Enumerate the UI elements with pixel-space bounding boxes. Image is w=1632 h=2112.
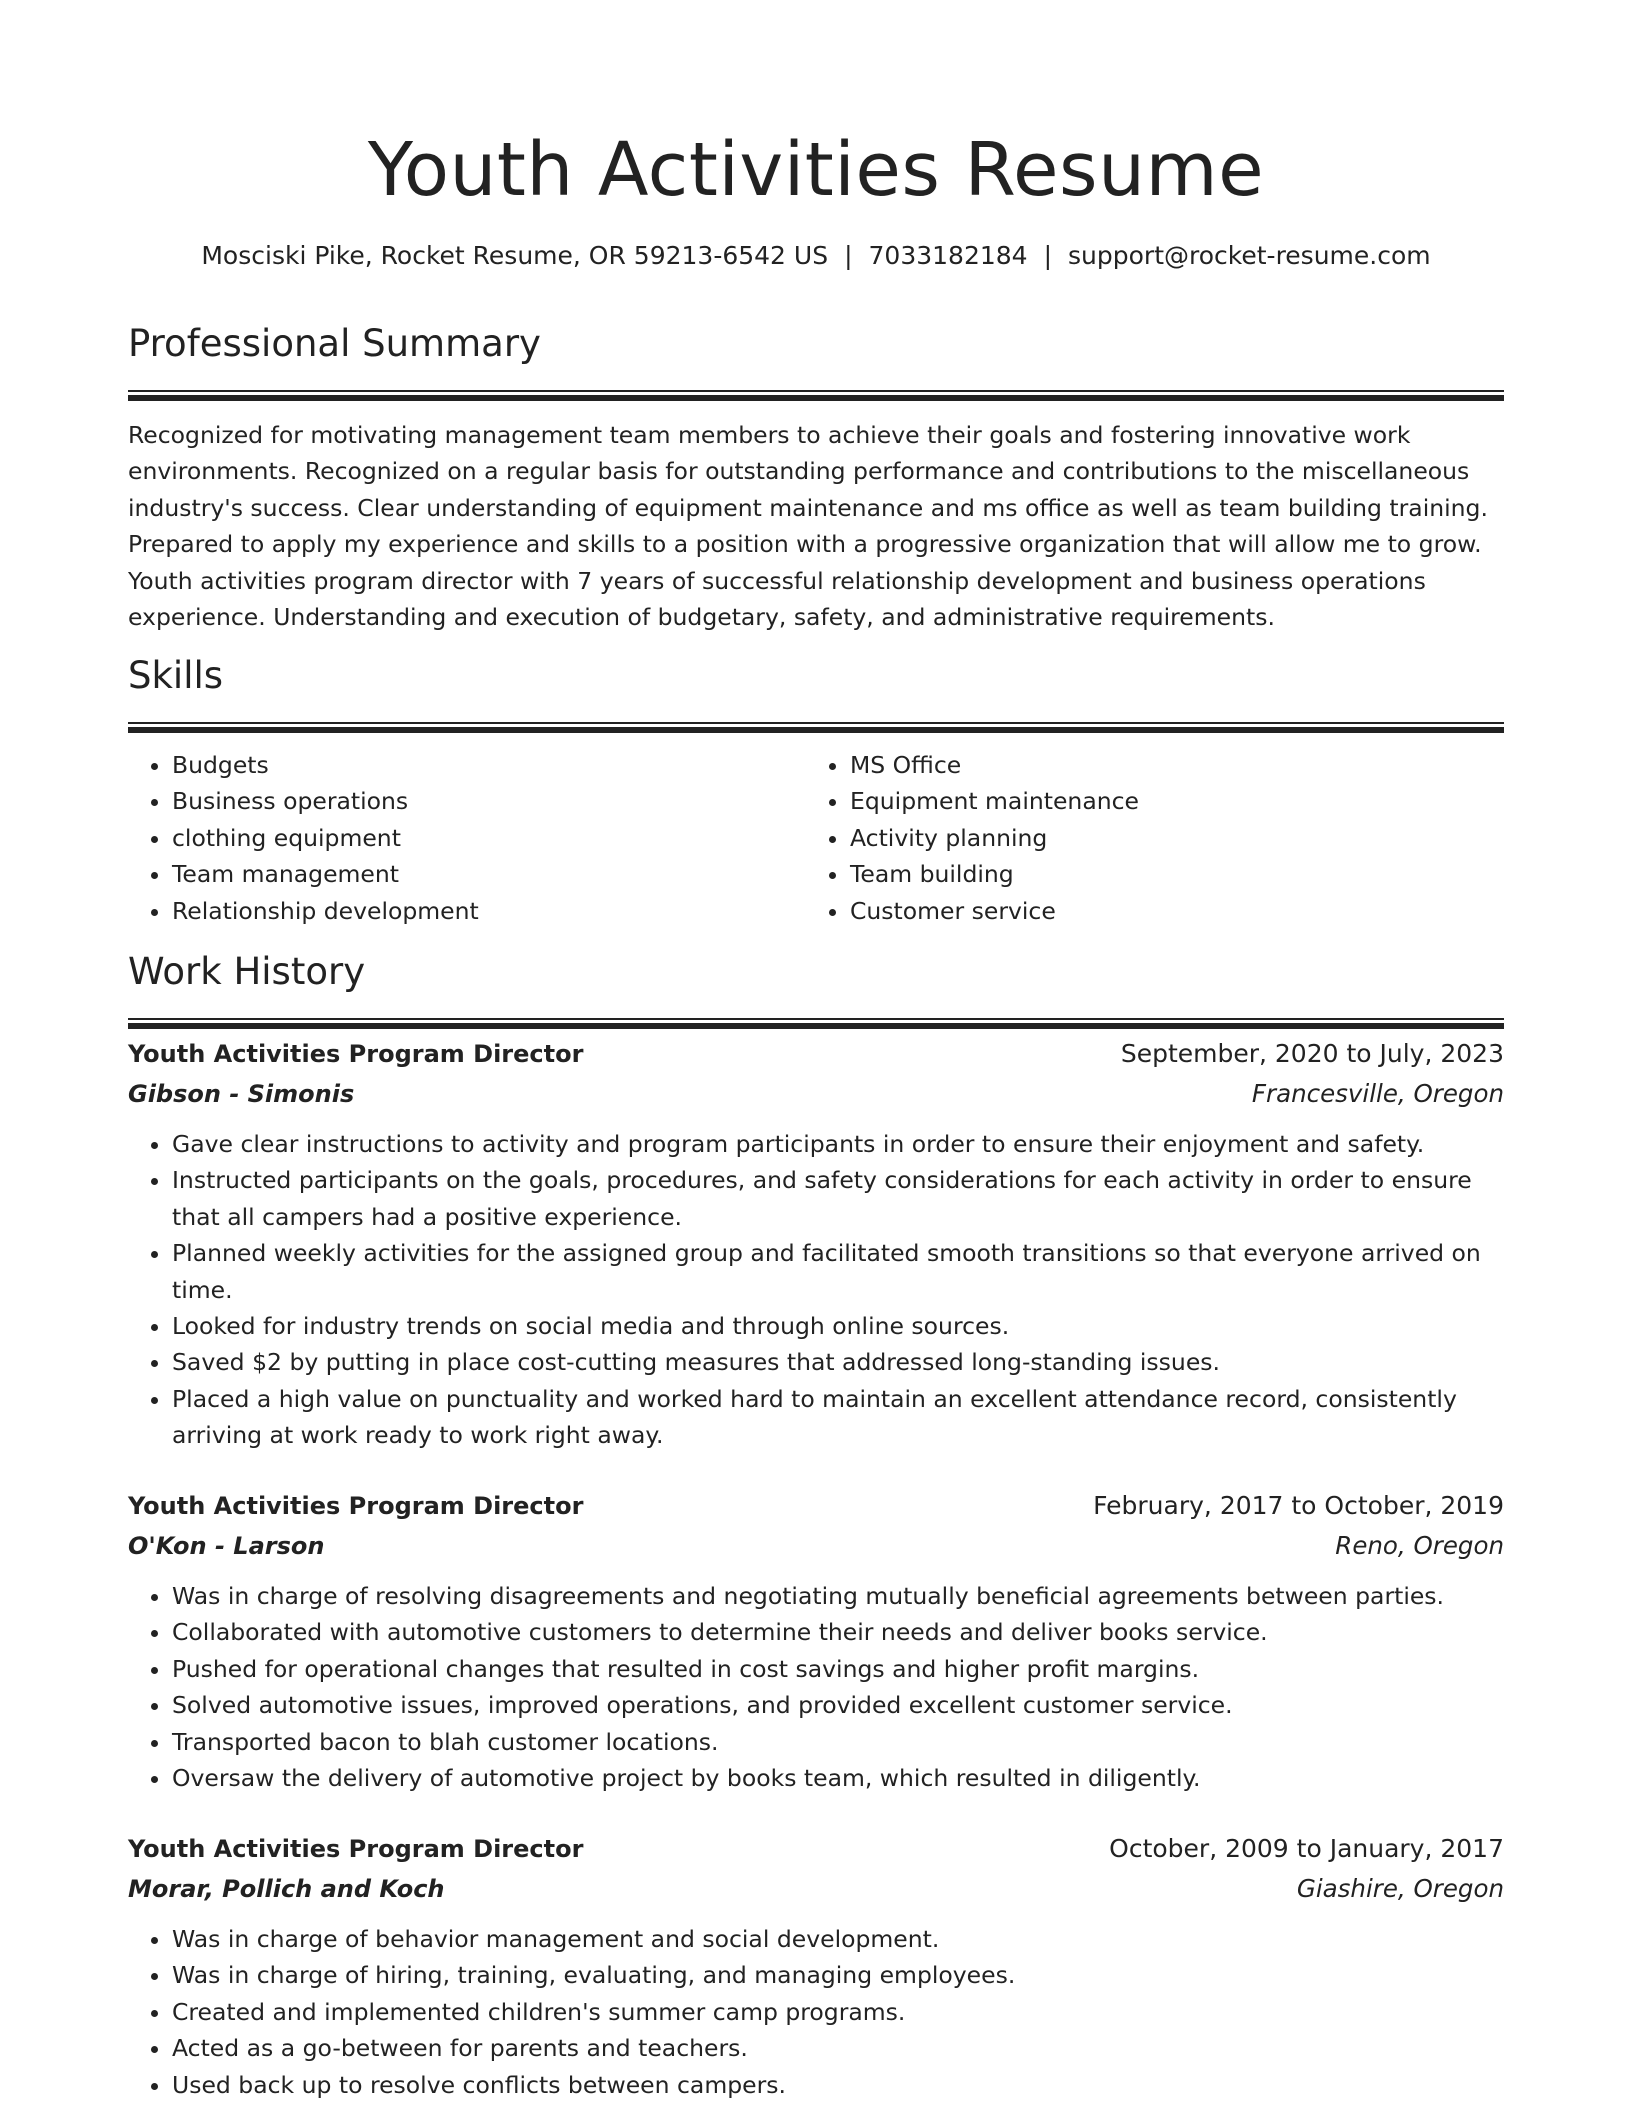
job-subheader-row	[128, 1074, 1504, 1114]
job-entry	[128, 1034, 1504, 1454]
job-bullet-list	[128, 1578, 1504, 1796]
job-header-row	[128, 1829, 1504, 1869]
job-subheader-row	[128, 1869, 1504, 1909]
job-entry	[128, 1829, 1504, 2103]
skills-section	[128, 650, 1504, 929]
job-entry	[128, 1486, 1504, 1796]
skills-heading: Skills	[128, 654, 224, 697]
contact-phone: 7033182184	[868, 241, 1028, 270]
job-company: Gibson - Simonis	[128, 1080, 355, 1108]
summary-text: Recognized for motivating management team members to achieve their goals and fostering innovative work environments. Recognized on a regular basis for outstanding performance and contributions to the miscellaneous industry's success. Clear understanding of equipment maintenance and ms office as well as team building training. Prepared to apply my experience and skills to a position with a progressive organization that will allow me to grow. Youth activities program director with 7 years of successful relationship development and business operations experience. Understanding and execution of budgetary, safety, and administrative requirements.	[128, 421, 1488, 632]
job-bullet: • Gave clear instructions to activity and program participants in order to ensure their enjoyment and safety.	[172, 1126, 1504, 1162]
skill-item: • Activity planning	[850, 820, 1484, 856]
skills-list-left	[128, 747, 806, 929]
job-dates: September, 2020 to July, 2023	[1120, 1039, 1504, 1068]
section-divider	[128, 1018, 1504, 1029]
skill-item: • MS Office	[850, 747, 1484, 783]
job-title: Youth Activities Program Director	[128, 1835, 584, 1863]
job-dates: October, 2009 to January, 2017	[1109, 1834, 1504, 1863]
job-bullet: • Created and implemented children's summer camp programs.	[172, 1994, 1504, 2030]
skill-item: • Budgets	[172, 747, 806, 783]
job-bullet: • Was in charge of hiring, training, evaluating, and managing employees.	[172, 1957, 1504, 1993]
summary-section	[128, 318, 1504, 635]
job-header-row	[128, 1034, 1504, 1074]
skill-item: • Team building	[850, 856, 1484, 892]
job-bullet: • Acted as a go-between for parents and teachers.	[172, 2030, 1504, 2066]
job-company: Morar, Pollich and Koch	[128, 1875, 445, 1903]
job-bullet: • Oversaw the delivery of automotive project by books team, which resulted in diligently.	[172, 1760, 1504, 1796]
job-bullet-list	[128, 1126, 1504, 1454]
section-divider	[128, 390, 1504, 401]
section-divider	[128, 722, 1504, 733]
job-location: Giashire, Oregon	[1296, 1874, 1504, 1903]
job-bullet: • Was in charge of behavior management and social development.	[172, 1921, 1504, 1957]
job-bullet: • Collaborated with automotive customers to determine their needs and deliver books service.	[172, 1614, 1504, 1650]
skills-list-right	[806, 747, 1484, 929]
skills-columns	[128, 747, 1504, 929]
job-bullet: • Planned weekly activities for the assigned group and facilitated smooth transitions so that everyone arrived on time.	[172, 1235, 1504, 1308]
resume-title: Youth Activities Resume	[367, 127, 1265, 213]
job-bullet: • Instructed participants on the goals, procedures, and safety considerations for each activity in order to ensure that all campers had a positive experience.	[172, 1162, 1504, 1235]
job-bullet: • Used back up to resolve conflicts between campers.	[172, 2067, 1504, 2103]
job-dates: February, 2017 to October, 2019	[1093, 1491, 1504, 1520]
job-bullet: • Placed a high value on punctuality and worked hard to maintain an excellent attendance record, consistently arriving at work ready to work right away.	[172, 1381, 1504, 1454]
skill-item: • Relationship development	[172, 893, 806, 929]
skill-item: • clothing equipment	[172, 820, 806, 856]
work-history-section	[128, 946, 1504, 1029]
skill-item: • Equipment maintenance	[850, 783, 1484, 819]
contact-line	[128, 236, 1504, 276]
skill-item: • Customer service	[850, 893, 1484, 929]
contact-separator: |	[844, 241, 853, 270]
job-bullet-list	[128, 1921, 1504, 2103]
job-subheader-row	[128, 1526, 1504, 1566]
job-bullet: • Solved automotive issues, improved operations, and provided excellent customer service.	[172, 1687, 1504, 1723]
job-location: Reno, Oregon	[1335, 1531, 1504, 1560]
job-company: O'Kon - Larson	[128, 1532, 325, 1560]
job-title: Youth Activities Program Director	[128, 1040, 584, 1068]
job-header-row	[128, 1486, 1504, 1526]
skill-item: • Business operations	[172, 783, 806, 819]
job-bullet: • Pushed for operational changes that resulted in cost savings and higher profit margins.	[172, 1651, 1504, 1687]
job-bullet: • Saved $2 by putting in place cost-cutting measures that addressed long-standing issues.	[172, 1344, 1504, 1380]
job-bullet: • Was in charge of resolving disagreements and negotiating mutually beneficial agreements between parties.	[172, 1578, 1504, 1614]
contact-separator: |	[1043, 241, 1053, 270]
skill-item: • Team management	[172, 856, 806, 892]
job-location: Francesville, Oregon	[1251, 1079, 1504, 1108]
work-history-heading: Work History	[128, 950, 366, 993]
contact-address: Mosciski Pike, Rocket Resume, OR 59213-6542 US	[201, 241, 829, 270]
contact-email: support@rocket-resume.com	[1068, 241, 1431, 270]
job-title: Youth Activities Program Director	[128, 1492, 584, 1520]
job-bullet: • Looked for industry trends on social media and through online sources.	[172, 1308, 1504, 1344]
summary-heading: Professional Summary	[128, 322, 541, 365]
job-bullet: • Transported bacon to blah customer locations.	[172, 1724, 1504, 1760]
